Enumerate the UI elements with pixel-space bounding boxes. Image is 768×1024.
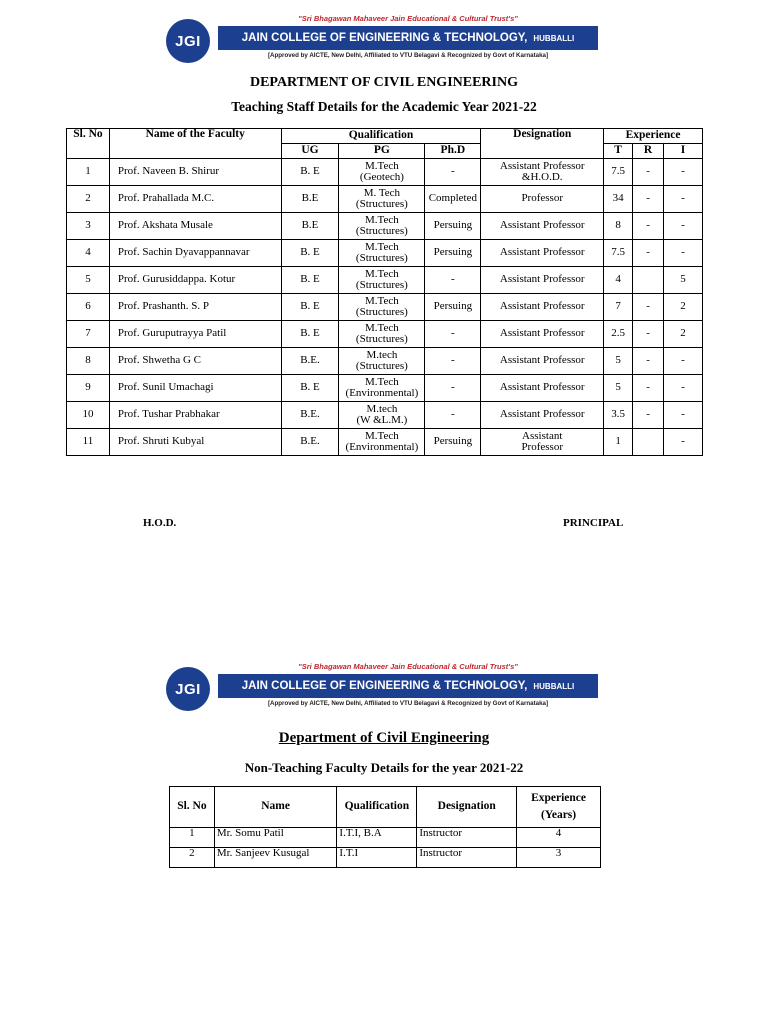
college-name: JAIN COLLEGE OF ENGINEERING & TECHNOLOGY, <box>241 32 528 44</box>
college-city: HUBBALLI <box>533 33 575 43</box>
phd-cell: - <box>425 375 481 402</box>
ug-cell: B. E <box>281 267 339 294</box>
ug-cell: B. E <box>281 240 339 267</box>
header-name: Name <box>214 787 337 828</box>
pg-cell-line1: M.Tech <box>365 294 399 307</box>
pg-cell <box>339 267 425 294</box>
table-row <box>170 828 601 848</box>
designation-cell-line1: Assistant Professor <box>499 300 585 313</box>
pg-cell-line2: (Structures) <box>355 279 408 291</box>
designation-cell <box>481 186 604 213</box>
experience-r-cell <box>633 429 664 456</box>
experience-t-cell: 7 <box>604 294 633 321</box>
experience-r-cell: - <box>633 240 664 267</box>
faculty-name-cell: Prof. Prashanth. S. P <box>109 294 281 321</box>
ug-cell: B.E. <box>281 402 339 429</box>
pg-cell-line2: (Geotech) <box>359 171 404 183</box>
sl-no-cell: 1 <box>170 828 215 848</box>
experience-i-cell: - <box>664 375 703 402</box>
experience-t-cell: 4 <box>604 267 633 294</box>
header-pg: PG <box>339 144 425 159</box>
designation-cell <box>481 375 604 402</box>
phd-cell: Persuing <box>425 294 481 321</box>
designation-cell <box>481 429 604 456</box>
experience-i-cell: - <box>664 429 703 456</box>
designation-cell-line1: Assistant Professor <box>499 354 585 367</box>
header-r: R <box>633 144 664 159</box>
phd-cell: Completed <box>425 186 481 213</box>
trust-name: "Sri Bhagawan Mahaveer Jain Educational & Cultural Trust's" <box>298 14 518 23</box>
sl-no-cell: 7 <box>67 321 110 348</box>
header-qualification: Qualification <box>337 787 417 828</box>
designation-cell-line1: Assistant Professor <box>499 273 585 286</box>
principal-signature-label: PRINCIPAL <box>563 517 624 529</box>
sl-no-cell: 6 <box>67 294 110 321</box>
college-name-band <box>218 26 598 50</box>
ug-cell: B.E. <box>281 429 339 456</box>
sl-no-cell: 9 <box>67 375 110 402</box>
faculty-name-cell: Prof. Akshata Musale <box>109 213 281 240</box>
pg-cell-line1: M.Tech <box>365 159 399 172</box>
header-sl-no: Sl. No <box>170 787 215 828</box>
table-row <box>67 267 703 294</box>
sl-no-cell: 1 <box>67 159 110 186</box>
faculty-name-cell: Prof. Prahallada M.C. <box>109 186 281 213</box>
header-sl-no: Sl. No <box>67 129 110 159</box>
pg-cell-line1: M.tech <box>366 402 398 415</box>
header-experience-label: Experience <box>531 791 587 804</box>
experience-i-cell: - <box>664 402 703 429</box>
designation-cell <box>481 402 604 429</box>
experience-t-cell: 34 <box>604 186 633 213</box>
header-phd: Ph.D <box>425 144 481 159</box>
experience-r-cell: - <box>633 321 664 348</box>
faculty-name-cell: Prof. Shruti Kubyal <box>109 429 281 456</box>
experience-i-cell: - <box>664 348 703 375</box>
experience-t-cell: 5 <box>604 375 633 402</box>
phd-cell: Persuing <box>425 213 481 240</box>
designation-cell <box>481 213 604 240</box>
sl-no-cell: 2 <box>170 848 215 868</box>
phd-cell: - <box>425 159 481 186</box>
trust-name: "Sri Bhagawan Mahaveer Jain Educational & Cultural Trust's" <box>298 662 518 671</box>
college-logo: JGI <box>166 667 210 711</box>
designation-cell: Instructor <box>417 828 517 848</box>
pg-cell <box>339 348 425 375</box>
phd-cell: - <box>425 348 481 375</box>
faculty-name-cell: Prof. Gurusiddappa. Kotur <box>109 267 281 294</box>
pg-cell-line1: M.Tech <box>365 429 399 442</box>
phd-cell: - <box>425 267 481 294</box>
designation-cell-line1: Assistant Professor <box>499 327 585 340</box>
experience-i-cell: 5 <box>664 267 703 294</box>
letterhead <box>166 14 598 62</box>
sl-no-cell: 8 <box>67 348 110 375</box>
header-experience-unit: (Years) <box>540 809 577 821</box>
designation-cell-line2: Professor <box>521 441 563 453</box>
experience-t-cell: 2.5 <box>604 321 633 348</box>
experience-r-cell: - <box>633 375 664 402</box>
designation-cell: Instructor <box>417 848 517 868</box>
ug-cell: B.E <box>281 186 339 213</box>
designation-cell-line1: Professor <box>521 192 563 205</box>
phd-cell: Persuing <box>425 240 481 267</box>
header-i: I <box>664 144 703 159</box>
experience-r-cell: - <box>633 294 664 321</box>
name-cell: Mr. Somu Patil <box>214 828 337 848</box>
header-ug: UG <box>281 144 339 159</box>
table-row <box>67 321 703 348</box>
designation-cell-line1: Assistant Professor <box>499 246 585 259</box>
pg-cell-line2: (Structures) <box>355 360 408 372</box>
ug-cell: B. E <box>281 294 339 321</box>
phd-cell: - <box>425 402 481 429</box>
header-designation: Designation <box>481 129 604 159</box>
sl-no-cell: 2 <box>67 186 110 213</box>
experience-t-cell: 1 <box>604 429 633 456</box>
pg-cell <box>339 240 425 267</box>
faculty-name-cell: Prof. Sunil Umachagi <box>109 375 281 402</box>
teaching-staff-table <box>66 128 703 456</box>
department-title-2: Department of Civil Engineering <box>278 730 490 746</box>
designation-cell-line1: Assistant Professor <box>499 159 585 172</box>
header-t: T <box>604 144 633 159</box>
pg-cell <box>339 294 425 321</box>
phd-cell: - <box>425 321 481 348</box>
pg-cell-line1: M.Tech <box>365 375 399 388</box>
experience-r-cell: - <box>633 159 664 186</box>
designation-cell <box>481 267 604 294</box>
pg-cell-line2: (Structures) <box>355 198 408 210</box>
ug-cell: B. E <box>281 375 339 402</box>
college-logo: JGI <box>166 19 210 63</box>
designation-cell <box>481 348 604 375</box>
pg-cell-line1: M.Tech <box>365 267 399 280</box>
table-row <box>67 213 703 240</box>
sl-no-cell: 5 <box>67 267 110 294</box>
experience-t-cell: 7.5 <box>604 159 633 186</box>
experience-r-cell: - <box>633 402 664 429</box>
college-name-band <box>218 674 598 698</box>
approval-line: [Approved by AICTE, New Delhi, Affiliated to VTU Belagavi & Recognized by Govt of Karnataka] <box>267 52 549 59</box>
pg-cell <box>339 402 425 429</box>
pg-cell <box>339 321 425 348</box>
designation-cell-line2: &H.O.D. <box>521 171 563 183</box>
non-teaching-table <box>169 786 601 868</box>
pg-cell-line2: (Environmental) <box>345 441 419 453</box>
hod-signature-label: H.O.D. <box>143 517 177 529</box>
experience-t-cell: 5 <box>604 348 633 375</box>
qualification-cell: I.T.I <box>337 848 417 868</box>
experience-i-cell: - <box>664 213 703 240</box>
table-row <box>67 402 703 429</box>
pg-cell-line1: M.tech <box>366 348 398 361</box>
sl-no-cell: 3 <box>67 213 110 240</box>
table-row <box>67 348 703 375</box>
pg-cell <box>339 159 425 186</box>
pg-cell-line2: (Environmental) <box>345 387 419 399</box>
sl-no-cell: 10 <box>67 402 110 429</box>
table-row <box>67 294 703 321</box>
approval-line: [Approved by AICTE, New Delhi, Affiliated to VTU Belagavi & Recognized by Govt of Karnataka] <box>267 700 549 707</box>
experience-cell: 4 <box>517 828 601 848</box>
header-designation: Designation <box>417 787 517 828</box>
pg-cell-line1: M.Tech <box>365 213 399 226</box>
pg-cell-line1: M.Tech <box>365 321 399 334</box>
pg-cell <box>339 429 425 456</box>
faculty-name-cell: Prof. Sachin Dyavappannavar <box>109 240 281 267</box>
experience-i-cell: - <box>664 159 703 186</box>
pg-cell-line2: (Structures) <box>355 225 408 237</box>
pg-cell <box>339 186 425 213</box>
table-row <box>67 186 703 213</box>
pg-cell-line2: (Structures) <box>355 306 408 318</box>
experience-i-cell: 2 <box>664 294 703 321</box>
experience-i-cell: - <box>664 186 703 213</box>
experience-r-cell: - <box>633 213 664 240</box>
name-cell: Mr. Sanjeev Kusugal <box>214 848 337 868</box>
ug-cell: B. E <box>281 321 339 348</box>
faculty-name-cell: Prof. Shwetha G C <box>109 348 281 375</box>
department-title: DEPARTMENT OF CIVIL ENGINEERING <box>249 75 518 90</box>
sl-no-cell: 4 <box>67 240 110 267</box>
ug-cell: B.E <box>281 213 339 240</box>
designation-cell-line1: Assistant <box>522 429 563 442</box>
designation-cell-line1: Assistant Professor <box>499 408 585 421</box>
table-row <box>67 159 703 186</box>
designation-cell <box>481 240 604 267</box>
header-name: Name of the Faculty <box>109 129 281 159</box>
college-city: HUBBALLI <box>533 681 575 691</box>
faculty-name-cell: Prof. Guruputrayya Patil <box>109 321 281 348</box>
table-row <box>67 240 703 267</box>
experience-t-cell: 8 <box>604 213 633 240</box>
pg-cell-line1: M. Tech <box>363 186 401 199</box>
sl-no-cell: 11 <box>67 429 110 456</box>
designation-cell <box>481 159 604 186</box>
designation-cell-line1: Assistant Professor <box>499 381 585 394</box>
letterhead <box>166 662 598 710</box>
teaching-staff-subtitle: Teaching Staff Details for the Academic Year 2021-22 <box>231 99 537 114</box>
pg-cell-line2: (W &L.M.) <box>356 414 408 426</box>
experience-r-cell: - <box>633 348 664 375</box>
table-row <box>67 375 703 402</box>
experience-t-cell: 3.5 <box>604 402 633 429</box>
college-name: JAIN COLLEGE OF ENGINEERING & TECHNOLOGY, <box>241 680 528 692</box>
pg-cell-line2: (Structures) <box>355 333 408 345</box>
designation-cell <box>481 321 604 348</box>
designation-cell <box>481 294 604 321</box>
faculty-name-cell: Prof. Tushar Prabhakar <box>109 402 281 429</box>
pg-cell-line1: M.Tech <box>365 240 399 253</box>
experience-r-cell <box>633 267 664 294</box>
phd-cell: Persuing <box>425 429 481 456</box>
table-row <box>170 848 601 868</box>
header-experience <box>517 787 601 828</box>
faculty-name-cell: Prof. Naveen B. Shirur <box>109 159 281 186</box>
ug-cell: B. E <box>281 159 339 186</box>
experience-i-cell: - <box>664 240 703 267</box>
qualification-cell: I.T.I, B.A <box>337 828 417 848</box>
ug-cell: B.E. <box>281 348 339 375</box>
experience-cell: 3 <box>517 848 601 868</box>
header-experience: Experience <box>604 129 703 144</box>
table-row <box>67 429 703 456</box>
experience-r-cell: - <box>633 186 664 213</box>
pg-cell <box>339 213 425 240</box>
designation-cell-line1: Assistant Professor <box>499 219 585 232</box>
pg-cell <box>339 375 425 402</box>
experience-i-cell: 2 <box>664 321 703 348</box>
pg-cell-line2: (Structures) <box>355 252 408 264</box>
non-teaching-subtitle: Non-Teaching Faculty Details for the year 2021-22 <box>244 760 524 775</box>
experience-t-cell: 7.5 <box>604 240 633 267</box>
header-qualification: Qualification <box>281 129 481 144</box>
